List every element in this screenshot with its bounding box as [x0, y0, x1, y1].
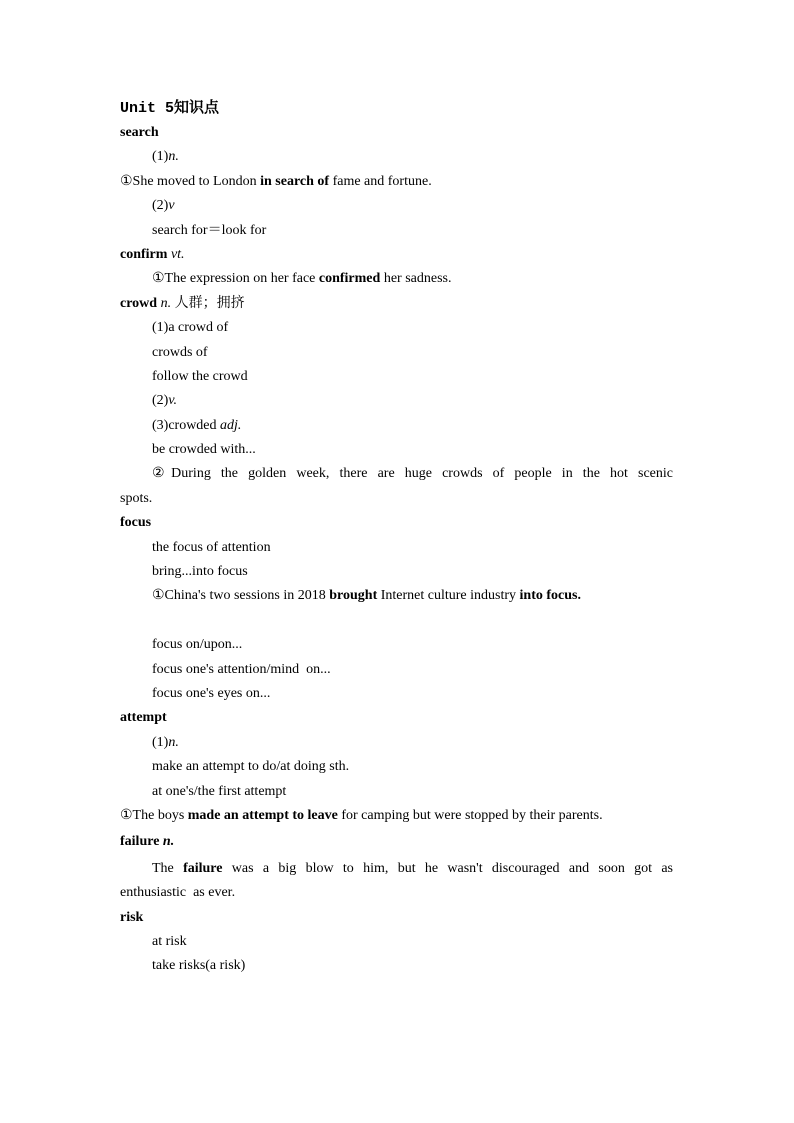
example-highlight: in search of: [260, 173, 330, 189]
focus-phrase-1: the focus of attention: [152, 539, 271, 555]
example-text: ①China's two sessions in 2018: [152, 588, 330, 604]
search-example-1: [120, 171, 673, 195]
entry-confirm-heading: [120, 244, 673, 268]
example-text: was a big blow to him, but he wasn't discouraged and soon got as: [222, 860, 673, 876]
sense-number: (1): [152, 734, 169, 750]
example-text: The: [152, 860, 184, 876]
risk-phrase-1: at risk: [152, 933, 187, 949]
crowd-phrase-4: be crowded with...: [152, 442, 256, 458]
example-text: ①She moved to London: [120, 173, 261, 189]
part-of-speech: adj.: [220, 417, 242, 433]
crowd-example-2-line-1: ②During the golden week, there are huge crowds of people in the hot scenic: [152, 466, 673, 482]
crowd-example-2-line-2: spots.: [120, 490, 153, 506]
attempt-example-1: [120, 805, 673, 829]
chinese-meaning: 人群；拥挤: [171, 295, 245, 311]
part-of-speech: n.: [157, 295, 172, 311]
entry-search-heading: search: [120, 125, 159, 140]
attempt-phrase-2: at one's/the first attempt: [152, 783, 287, 799]
blank-line: [120, 610, 673, 634]
failure-example-line-2: enthusiastic as ever.: [120, 885, 236, 901]
part-of-speech: v.: [168, 393, 178, 409]
entry-attempt-heading: attempt: [120, 710, 167, 726]
search-noun-label: [120, 146, 673, 170]
example-text: for camping but were stopped by their parents.: [337, 807, 603, 823]
crowd-verb-label: [120, 390, 673, 414]
crowd-phrase-1: (1)a crowd of: [152, 320, 229, 336]
attempt-phrase-1: make an attempt to do/at doing sth.: [152, 759, 350, 775]
headword: crowd: [120, 295, 158, 311]
entry-focus-heading: focus: [120, 515, 152, 531]
crowd-adj-label: [120, 415, 673, 439]
focus-example-1: [120, 585, 673, 609]
example-text: fame and fortune.: [329, 173, 432, 189]
sense-number: (2): [152, 198, 169, 214]
part-of-speech: v: [168, 198, 175, 214]
sense-number: (1): [152, 149, 169, 165]
page-title: Unit 5知识点: [120, 100, 220, 117]
document-body: [120, 122, 673, 980]
entry-failure-heading: [120, 831, 673, 855]
sense-number: (2): [152, 393, 169, 409]
focus-phrase-4: focus one's attention/mind on...: [152, 661, 331, 677]
example-highlight: made an attempt to leave: [187, 807, 338, 823]
part-of-speech: vt.: [167, 246, 185, 262]
example-text: her sadness.: [380, 271, 452, 287]
part-of-speech: n.: [159, 834, 175, 850]
crowd-phrase-3: follow the crowd: [152, 368, 248, 384]
example-text: ①The boys: [120, 807, 188, 823]
example-highlight: failure: [183, 860, 223, 876]
headword: confirm: [120, 246, 168, 262]
risk-phrase-2: take risks(a risk): [152, 958, 246, 974]
example-highlight: into focus.: [519, 588, 581, 604]
focus-phrase-2: bring...into focus: [152, 564, 248, 580]
focus-phrase-3: focus on/upon...: [152, 637, 243, 653]
confirm-example-1: [120, 268, 673, 292]
crowd-phrase-2: crowds of: [152, 344, 208, 360]
search-phrase: search for＝look for: [152, 222, 267, 238]
example-highlight: brought: [329, 588, 378, 604]
part-of-speech: n.: [168, 149, 179, 165]
failure-example-line-1: [120, 858, 673, 882]
search-verb-label: [120, 195, 673, 219]
entry-crowd-heading: [120, 293, 673, 317]
entry-risk-heading: risk: [120, 909, 144, 925]
attempt-noun-label: [120, 732, 673, 756]
sense-number: (3)crowded: [152, 417, 221, 433]
example-text: Internet culture industry: [377, 588, 520, 604]
example-highlight: confirmed: [318, 271, 381, 287]
part-of-speech: n.: [168, 734, 179, 750]
focus-phrase-5: focus one's eyes on...: [152, 685, 271, 701]
headword: failure: [120, 834, 160, 850]
example-text: ①The expression on her face: [152, 271, 319, 287]
